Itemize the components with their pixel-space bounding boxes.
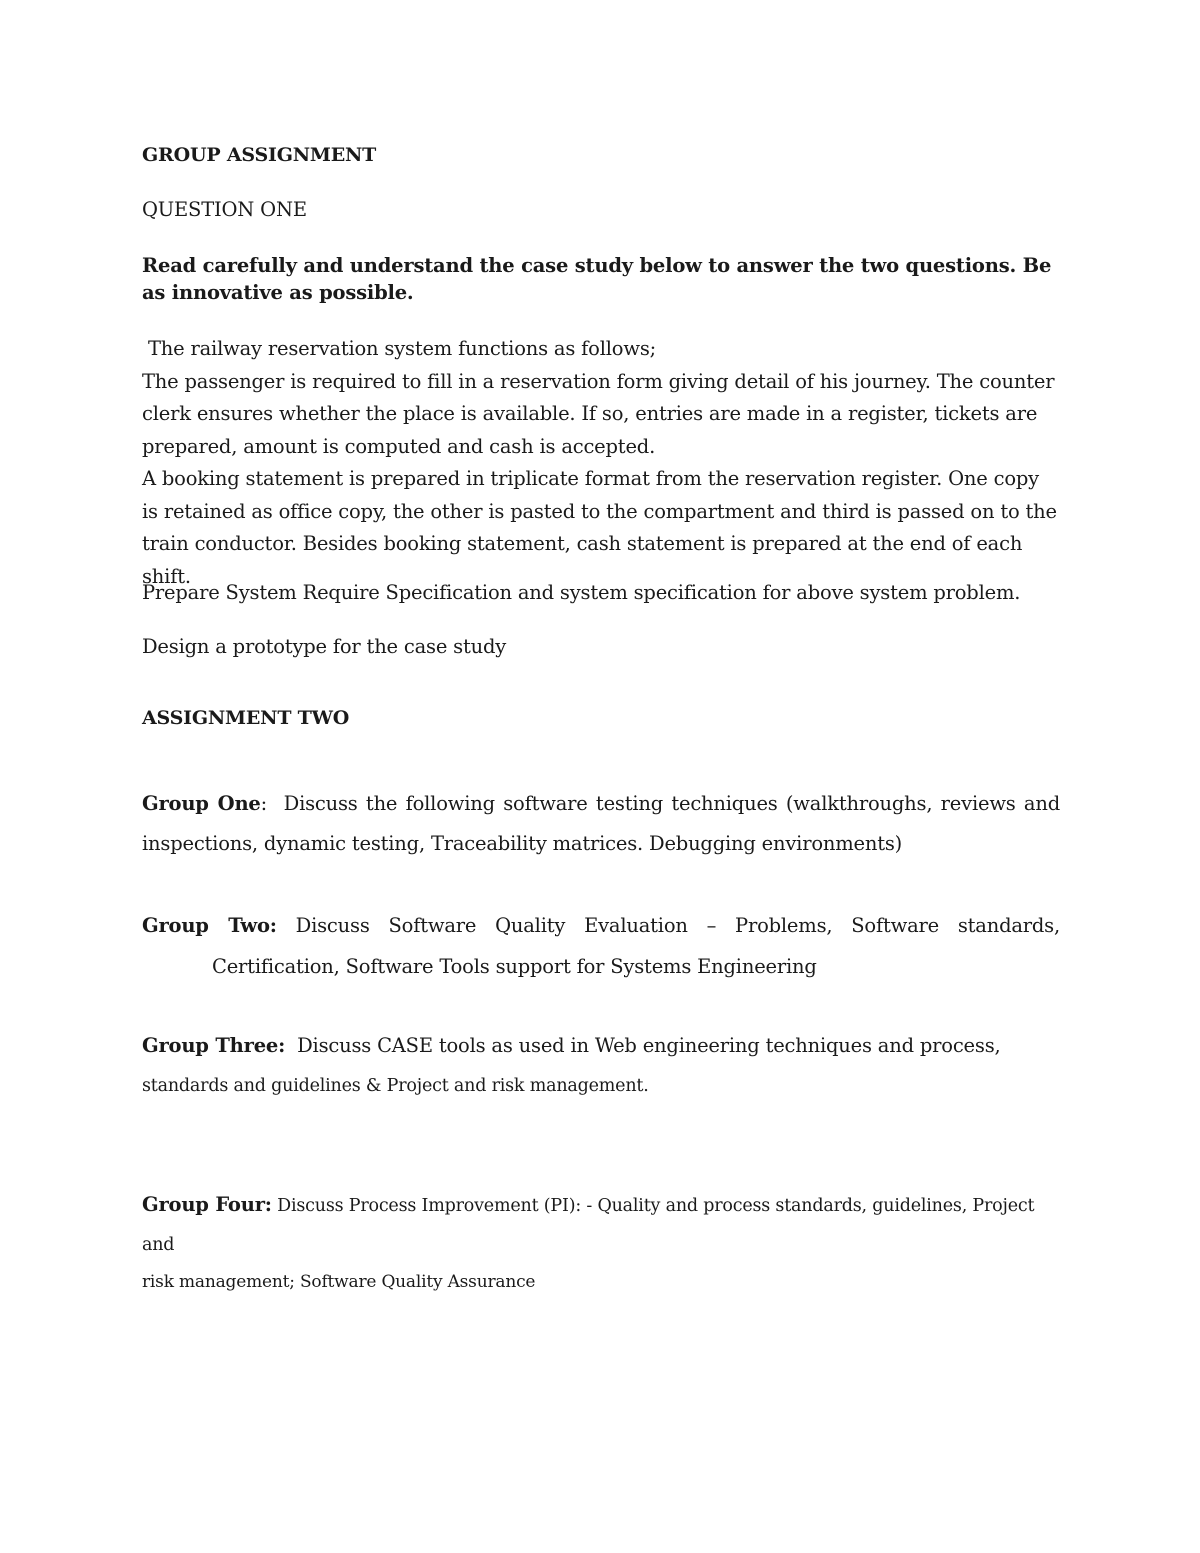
case-intro: The railway reservation system functions as follows; (142, 337, 656, 360)
group-two (142, 905, 1060, 987)
group-four-text-1: Discuss Process Improvement (PI): - Quality and process standards, guidelines, Project and (142, 1196, 1035, 1255)
document-title: GROUP ASSIGNMENT (142, 144, 377, 166)
question-one-heading: QUESTION ONE (142, 198, 307, 221)
group-three-label: Group Three: (142, 1034, 286, 1057)
group-two-line-1 (142, 905, 1060, 946)
task-prototype: Design a prototype for the case study (142, 635, 507, 658)
assignment-two-heading: ASSIGNMENT TWO (142, 707, 350, 729)
case-study (142, 333, 1060, 593)
group-three-text-2: standards and guidelines & Project and risk management. (142, 1076, 649, 1096)
task-specification: Prepare System Require Specification and system specification for above system problem. (142, 581, 1021, 604)
group-two-text-2: Certification, Software Tools support for Systems Engineering (212, 955, 817, 978)
group-three-text-1: Discuss CASE tools as used in Web engineering techniques and process, (285, 1034, 1001, 1057)
case-paragraph-1: The passenger is required to fill in a reservation form giving detail of his journey. The counter clerk ensures whether the place is available. If so, entries are made in a register, tickets are prepared, amount is computed and cash is accepted. (142, 369, 1055, 458)
group-one (142, 784, 1060, 864)
group-one-label: Group One (142, 792, 261, 815)
group-two-text-1: Discuss Software Quality Evaluation – Problems, Software standards, (276, 914, 1060, 937)
group-four (142, 1186, 1060, 1301)
group-three (142, 1026, 1060, 1106)
instruction-text: Read carefully and understand the case study below to answer the two questions. Be as innovative as possible. (142, 254, 1052, 304)
group-one-sep: : (260, 792, 284, 815)
case-paragraph-2: A booking statement is prepared in triplicate format from the reservation register. One copy is retained as office copy, the other is pasted to the compartment and third is passed on to the train conductor. Besides booking statement, cash statement is prepared at the end of each shift. (142, 467, 1057, 588)
group-two-label: Group Two: (142, 914, 277, 937)
group-four-label: Group Four: (142, 1193, 272, 1216)
group-four-text-2: risk management; Software Quality Assurance (142, 1272, 536, 1292)
group-one-text: Discuss the following software testing techniques (walkthroughs, reviews and inspections, dynamic testing, Traceability matrices. Debugging environments) (142, 792, 1060, 855)
group-four-line-1 (142, 1186, 1060, 1264)
group-three-line-1 (142, 1026, 1060, 1066)
